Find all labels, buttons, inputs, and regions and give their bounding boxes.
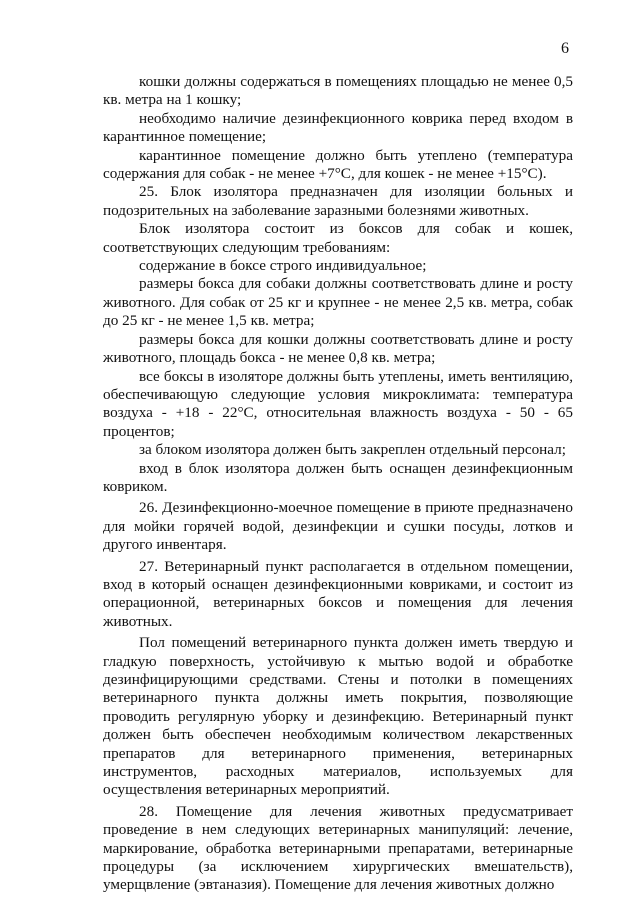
paragraph-disinfection-mat: необходимо наличие дезинфекционного коврика перед входом в карантинное помещение; xyxy=(103,109,573,146)
paragraph-vet-point-floor: Пол помещений ветеринарного пункта должен иметь твердую и гладкую поверхность, устойчивую к мытью водой и обработке дезинфицирующими средствами. Стены и потолки в помещениях ветеринарного пункта должны иметь покрытия, позволяющие проводить регулярную уборку и дезинфекцию. Ветеринарный пункт должен быть обеспечен необходимым количеством лекарственных препаратов для ветеринарного применения, ветеринарных инструментов, расходных материалов, используемых для осуществления ветеринарных мероприятий. xyxy=(103,634,573,799)
paragraph-28-treatment-room: 28. Помещение для лечения животных предусматривает проведение в нем следующих ветеринарных манипуляций: лечение, маркирование, обработка ветеринарными препаратами, ветеринарные процедуры (за исключением хирургических вмешательств), умерщвление (эвтаназия). Помещение для лечения животных должно xyxy=(103,802,573,894)
page-number: 6 xyxy=(561,40,569,57)
paragraph-isolator-boxes: Блок изолятора состоит из боксов для собак и кошек, соответствующих следующим требованиям: xyxy=(103,220,573,256)
paragraph-isolator-entrance: вход в блок изолятора должен быть оснащен дезинфекционным ковриком. xyxy=(103,459,573,495)
paragraph-26-washing-room: 26. Дезинфекционно-моечное помещение в приюте предназначено для мойки горячей водой, дезинфекции и сушки посуды, лотков и другого инвентаря. xyxy=(103,499,573,554)
paragraph-isolator-staff: за блоком изолятора должен быть закреплен отдельный персонал; xyxy=(139,441,566,459)
paragraph-individual-keeping: содержание в боксе строго индивидуальное; xyxy=(139,257,427,275)
paragraph-cat-box-size: размеры бокса для кошки должны соответствовать длине и росту животного, площадь бокса - не менее 0,8 кв. метра; xyxy=(103,330,573,367)
document-body xyxy=(103,73,573,895)
paragraph-quarantine-temperature: карантинное помещение должно быть утеплено (температура содержания для собак - не менее +7°С, для кошек - не менее +15°С). xyxy=(103,146,573,183)
paragraph-dog-box-size: размеры бокса для собаки должны соответствовать длине и росту животного. Для собак от 25 кг и крупнее - не менее 2,5 кв. метра, собак до 25 кг - не менее 1,5 кв. метра; xyxy=(103,275,573,330)
paragraph-cats-area: кошки должны содержаться в помещениях площадью не менее 0,5 кв. метра на 1 кошку; xyxy=(103,73,573,109)
paragraph-25-isolator-block: 25. Блок изолятора предназначен для изоляции больных и подозрительных на заболевание заразными болезнями животных. xyxy=(103,183,573,219)
paragraph-microclimate: все боксы в изоляторе должны быть утеплены, иметь вентиляцию, обеспечивающую следующие условия микроклимата: температура воздуха - +18 - 22°С, относительная влажность воздуха - 50 - 65 процентов; xyxy=(103,367,573,440)
paragraph-27-vet-point: 27. Ветеринарный пункт располагается в отдельном помещении, вход в который оснащен дезинфекционными ковриками, и состоит из операционной, ветеринарных боксов и помещения для лечения животных. xyxy=(103,557,573,630)
